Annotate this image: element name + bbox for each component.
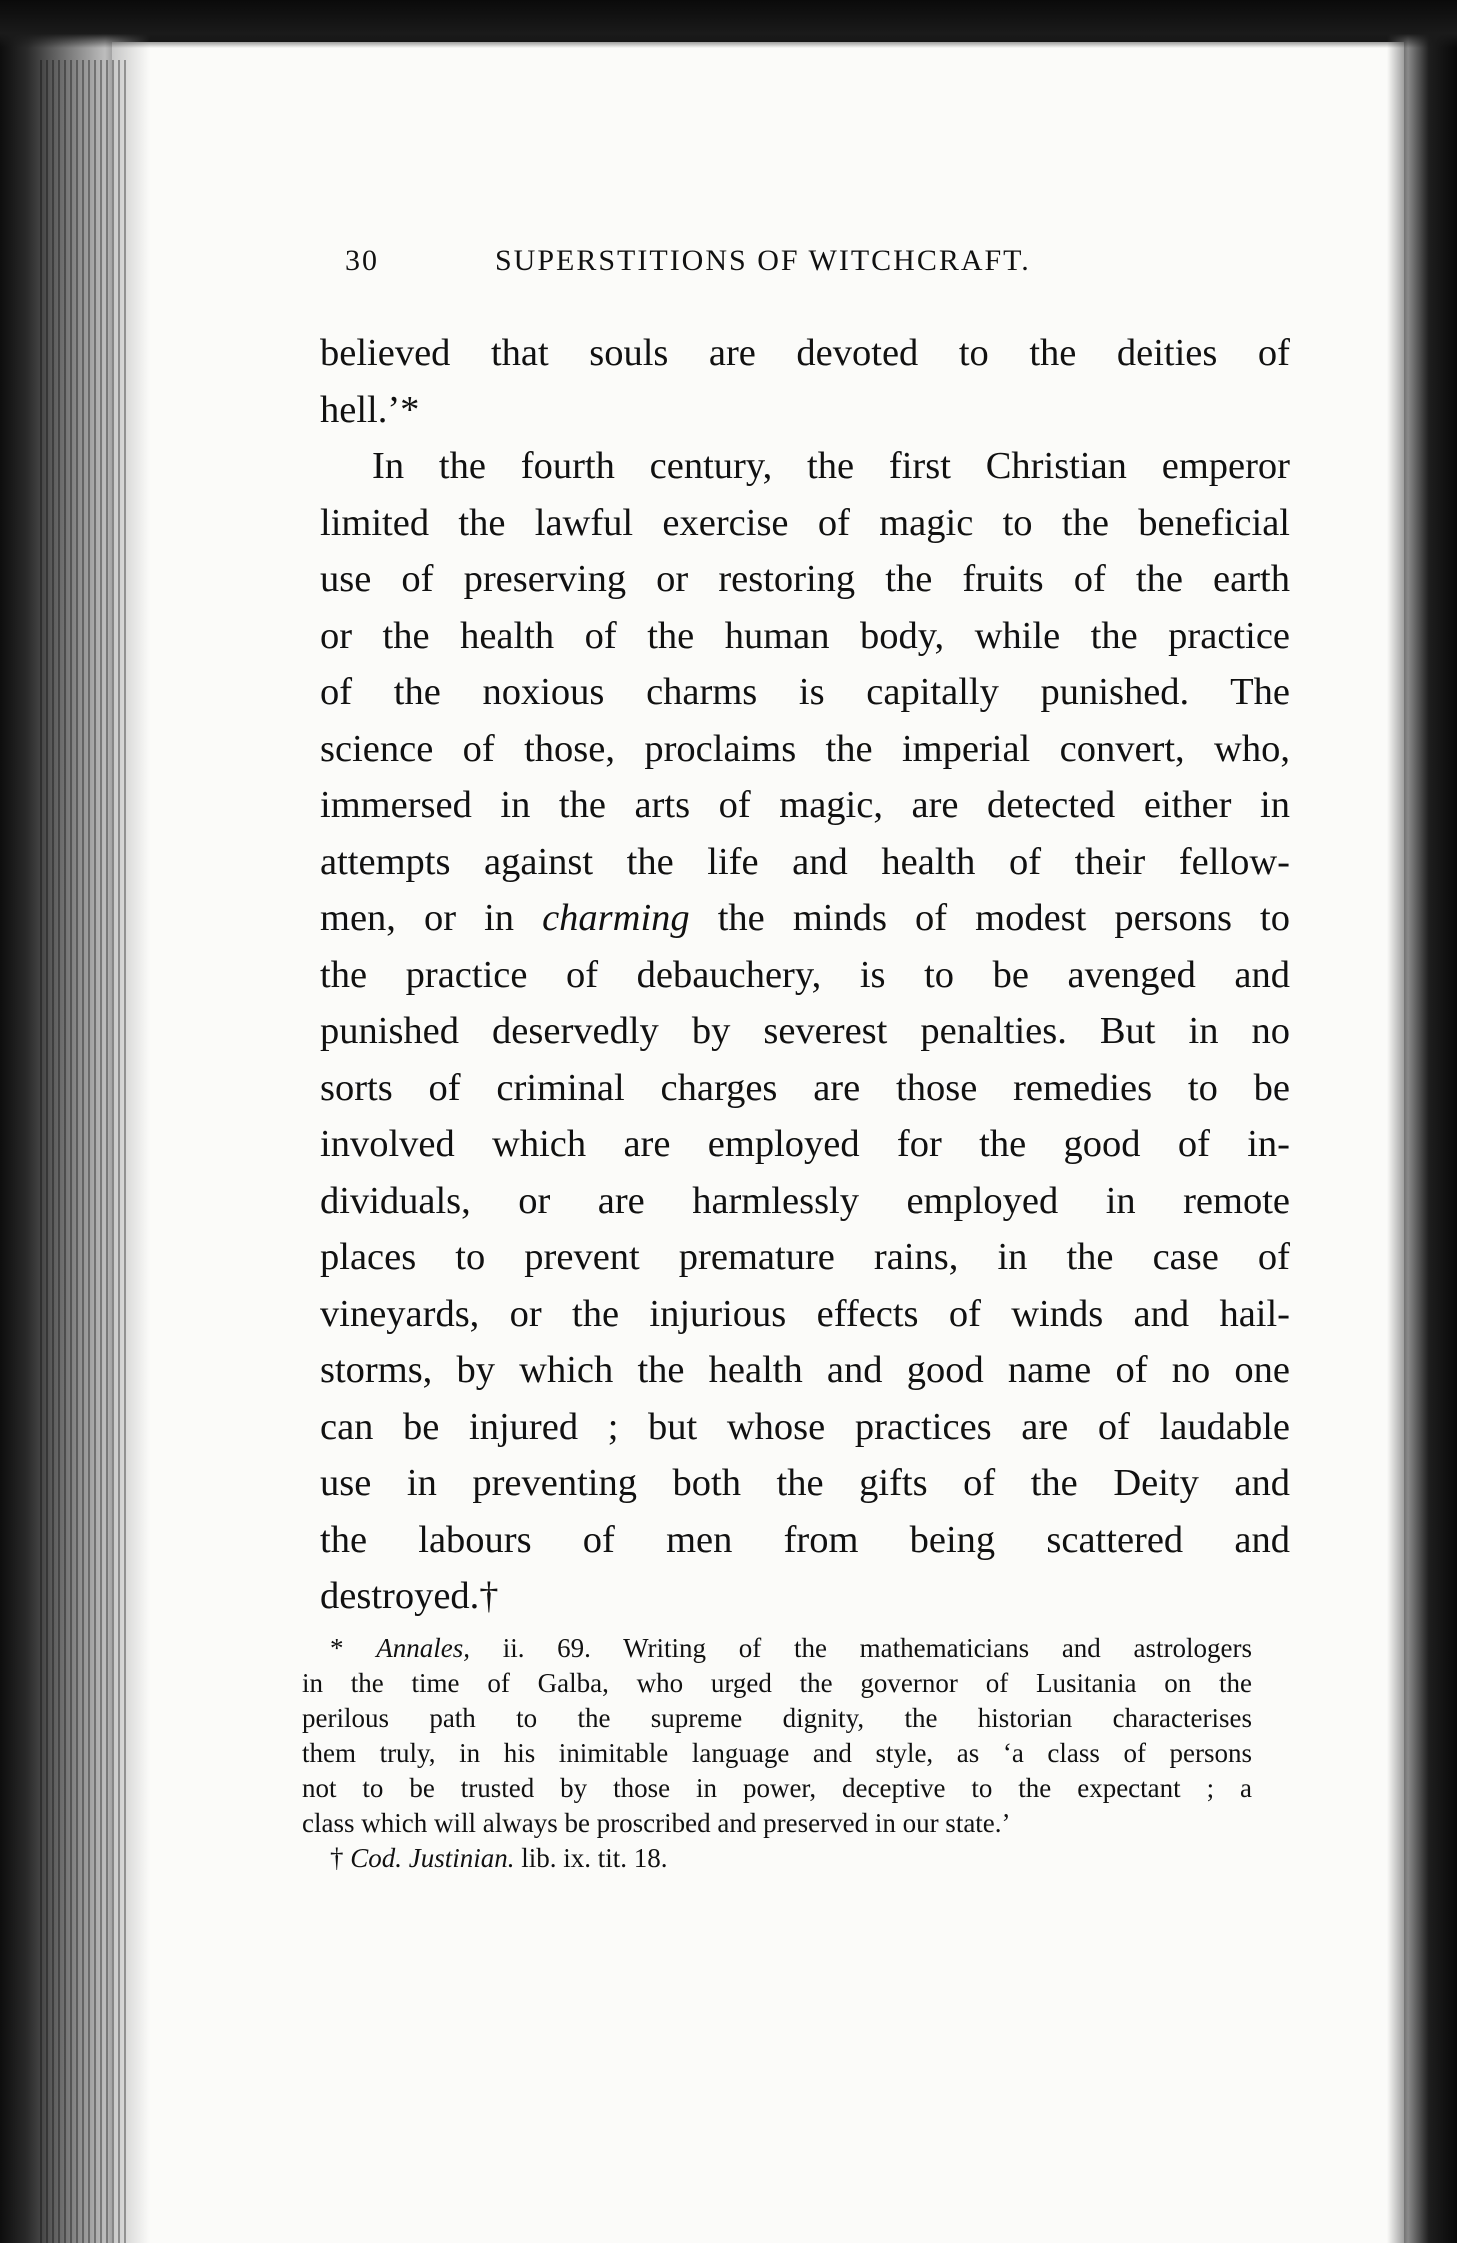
- running-title: SUPERSTITIONS OF WITCHCRAFT.: [495, 244, 1031, 277]
- body-line: places to prevent premature rains, in the case of: [320, 1236, 1290, 1278]
- footnote-1-line: in the time of Galba, who urged the governor of Lusitania on the: [302, 1668, 1252, 1698]
- footnote-1-line: class which will always be proscribed and preserved in our state.’: [302, 1808, 1011, 1838]
- body-line: attempts against the life and health of their fellow-: [320, 840, 1290, 883]
- footnote-1-line: [302, 1631, 1252, 1666]
- body-line: of the noxious charms is capitally punished. The: [320, 671, 1290, 713]
- body-line: believed that souls are devoted to the deities of: [320, 332, 1290, 374]
- footnote-text: ii. 69. Writing of the mathematicians and astrologers: [502, 1633, 1252, 1663]
- body-line: use of preserving or restoring the fruits of the earth: [320, 558, 1290, 600]
- body-line: storms, by which the health and good name of no one: [320, 1349, 1290, 1391]
- footnote-source: Annales,: [376, 1633, 470, 1663]
- footnote-marker-asterisk: *: [330, 1633, 344, 1663]
- body-line-part: the minds of modest persons to: [717, 897, 1291, 939]
- footnote-text: lib. ix. tit. 18.: [521, 1843, 668, 1873]
- body-line: science of those, proclaims the imperial convert, who,: [320, 727, 1290, 770]
- body-line: use in preventing both the gifts of the Deity and: [320, 1462, 1290, 1504]
- footnote-marker-dagger: †: [330, 1843, 344, 1873]
- body-line: immersed in the arts of magic, are detected either in: [320, 784, 1290, 826]
- body-line: can be injured ; but whose practices are of laudable: [320, 1405, 1290, 1448]
- page-edge-shadow: [1387, 0, 1457, 2243]
- body-line: In the fourth century, the first Christian emperor: [372, 445, 1290, 487]
- page-number: 30: [345, 244, 379, 277]
- body-line: or the health of the human body, while the practice: [320, 614, 1290, 657]
- body-line-mixed: [320, 890, 1290, 947]
- binding-edge-streaks: [40, 60, 130, 2243]
- body-line: sorts of criminal charges are those remedies to be: [320, 1066, 1290, 1109]
- footnote-1-line: perilous path to the supreme dignity, the historian characterises: [302, 1703, 1252, 1733]
- body-line: the practice of debauchery, is to be avenged and: [320, 953, 1290, 996]
- body-line: hell.’*: [320, 388, 420, 431]
- footnote-2-line: [302, 1841, 1252, 1876]
- body-line: limited the lawful exercise of magic to the beneficial: [320, 501, 1290, 544]
- body-line: punished deservedly by severest penalties. But in no: [320, 1010, 1290, 1052]
- body-line-part: men, or in: [320, 897, 515, 939]
- body-line: dividuals, or are harmlessly employed in remote: [320, 1179, 1290, 1222]
- italic-word: charming: [542, 897, 690, 939]
- footnote-source: Cod. Justinian.: [350, 1843, 515, 1873]
- body-line: destroyed.†: [320, 1575, 499, 1617]
- body-paragraphs: [320, 325, 1290, 1625]
- body-line: the labours of men from being scattered and: [320, 1518, 1290, 1561]
- footnote-1-line: not to be trusted by those in power, deceptive to the expectant ; a: [302, 1773, 1252, 1803]
- footnote-1-line: them truly, in his inimitable language and style, as ‘a class of persons: [302, 1738, 1252, 1768]
- footnotes: [302, 1631, 1252, 1876]
- body-line: involved which are employed for the good of in-: [320, 1123, 1290, 1165]
- running-header: [345, 244, 1345, 278]
- top-scan-border: [0, 0, 1457, 48]
- body-line: vineyards, or the injurious effects of winds and hail-: [320, 1292, 1290, 1335]
